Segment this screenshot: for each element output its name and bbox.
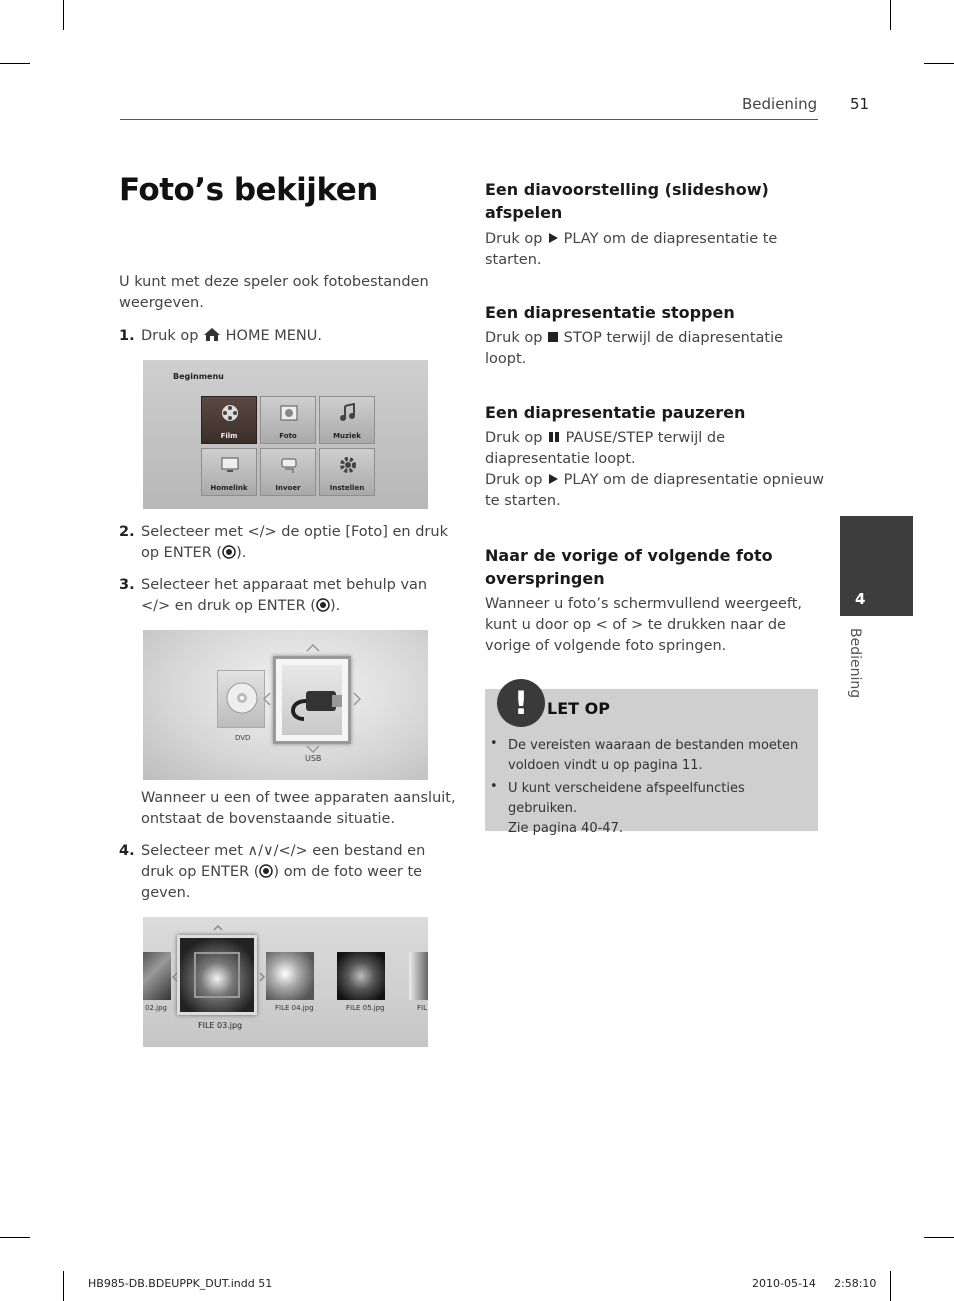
- step-text-part: HOME MENU.: [221, 328, 322, 344]
- photo-filename-selected: FILE 03.jpg: [198, 1021, 243, 1030]
- bullet: •: [490, 779, 498, 794]
- step-3-note: [141, 788, 461, 830]
- step-3: [119, 575, 459, 619]
- monitor-icon: [220, 455, 240, 475]
- menu-tile-label: Instellen: [329, 484, 365, 492]
- body-part: PLAY om de diapresentatie te: [559, 231, 778, 247]
- body-line: vorige of volgende foto springen.: [485, 638, 727, 654]
- body-line: loopt.: [485, 351, 527, 367]
- arrow-up-icon: [213, 925, 223, 931]
- body-line: kunt u door op < of > te drukken naar de: [485, 617, 786, 633]
- photo-filename: 02.jpg: [145, 1004, 167, 1012]
- body-part: Druk op: [485, 430, 548, 446]
- heading-line: afspelen: [485, 203, 563, 222]
- body-part: PLAY om de diapresentatie opnieuw: [559, 472, 825, 488]
- menu-tile-label: Film: [220, 432, 238, 440]
- play-icon: [547, 473, 559, 485]
- note-title: LET OP: [547, 699, 610, 718]
- body-line: starten.: [485, 252, 542, 268]
- step-text: Selecteer met </> de optie [Foto] en druk: [141, 524, 448, 540]
- note-item: [508, 736, 813, 776]
- photo-detail: [194, 952, 240, 998]
- enter-button-icon: [259, 864, 273, 878]
- bullet: •: [490, 736, 498, 751]
- step-text: Selecteer met ∧/∨/</> een bestand en: [141, 843, 426, 859]
- note-line: voldoen vindt u op pagina 11.: [508, 758, 703, 773]
- arrow-left-icon: [172, 972, 178, 982]
- menu-tile-film[interactable]: [201, 396, 257, 444]
- step-text-part: op ENTER (: [141, 545, 223, 561]
- device-label-usb: USB: [305, 754, 322, 763]
- step-3-note-line: Wanneer u een of twee apparaten aansluit,: [141, 790, 456, 806]
- footer-time: 2:58:10: [834, 1277, 877, 1290]
- page-title: Foto’s bekijken: [119, 172, 378, 208]
- heading-line: Naar de vorige of volgende foto: [485, 546, 773, 565]
- crop-mark: [0, 1237, 30, 1238]
- pause-icon: [547, 431, 561, 443]
- step-number: 2.: [119, 524, 135, 540]
- photo-thumb[interactable]: [266, 952, 314, 1000]
- usb-icon: [284, 681, 344, 721]
- exclamation-icon: !: [497, 679, 545, 727]
- step-text-part: </> en druk op ENTER (: [141, 598, 316, 614]
- note-line: Zie pagina 40-47.: [508, 821, 623, 836]
- heading-skip: [485, 544, 815, 590]
- footer-date: 2010-05-14: [752, 1277, 816, 1290]
- body-line: [485, 328, 818, 349]
- step-number: 1.: [119, 328, 135, 344]
- chapter-tab: [840, 516, 913, 616]
- arrow-right-icon: [353, 692, 361, 706]
- step-text: [141, 326, 322, 347]
- body-line: [485, 428, 825, 449]
- footer-file: HB985-DB.BDEUPPK_DUT.indd 51: [88, 1277, 273, 1290]
- input-icon: [279, 455, 299, 475]
- menu-tile-label: Foto: [279, 432, 297, 440]
- stop-text: [485, 328, 818, 370]
- device-label-dvd: DVD: [235, 734, 251, 742]
- header-rule: [120, 119, 818, 120]
- crop-mark: [63, 0, 64, 30]
- page-number: 51: [850, 95, 870, 113]
- running-header-section: Bediening: [742, 95, 818, 113]
- photo-filename: FIL: [417, 1004, 427, 1012]
- play-icon: [547, 232, 559, 244]
- menu-tile-label: Invoer: [275, 484, 301, 492]
- heading-line: Een diavoorstelling (slideshow): [485, 180, 769, 199]
- stop-icon: [547, 331, 559, 343]
- slideshow-text: [485, 229, 818, 271]
- gear-icon: [338, 455, 358, 475]
- note-line: U kunt verscheidene afspeelfuncties gebruiken.: [508, 781, 745, 816]
- step-text-part: ).: [329, 598, 341, 614]
- step-4: [119, 841, 459, 905]
- enter-button-icon: [222, 545, 236, 559]
- step-text: Selecteer het apparaat met behulp van: [141, 577, 428, 593]
- body-line: diapresentatie loopt.: [485, 451, 636, 467]
- step-text: geven.: [141, 885, 191, 901]
- menu-tile-muziek[interactable]: [319, 396, 375, 444]
- body-part: STOP terwijl de diapresentatie: [559, 330, 784, 346]
- menu-tile-invoer[interactable]: [260, 448, 316, 496]
- photo-filename: FILE 05.jpg: [346, 1004, 385, 1012]
- film-reel-icon: [220, 403, 240, 423]
- step-text: [141, 862, 422, 883]
- intro-text: U kunt met deze speler ook fotobestanden weergeven.: [119, 274, 429, 311]
- step-number: 4.: [119, 843, 135, 859]
- step-text-part: druk op ENTER (: [141, 864, 260, 880]
- home-icon: [203, 327, 221, 342]
- music-note-icon: [338, 403, 358, 423]
- body-line: te starten.: [485, 493, 561, 509]
- note-line: De vereisten waaraan de bestanden moeten: [508, 738, 799, 753]
- photo-thumb[interactable]: [143, 952, 171, 1000]
- body-line: [485, 470, 825, 491]
- home-menu-screenshot: [143, 360, 428, 509]
- body-part: Druk op: [485, 231, 548, 247]
- photo-thumb[interactable]: [409, 952, 428, 1000]
- arrow-right-icon: [259, 972, 265, 982]
- menu-tile-foto[interactable]: [260, 396, 316, 444]
- crop-mark: [890, 1271, 891, 1301]
- device-select-screenshot: [143, 630, 428, 780]
- crop-mark: [924, 63, 954, 64]
- menu-tile-instellen[interactable]: [319, 448, 375, 496]
- step-number: 3.: [119, 577, 135, 593]
- photo-thumb[interactable]: [337, 952, 385, 1000]
- menu-tile-label: Homelink: [210, 484, 248, 492]
- step-text: [141, 543, 246, 564]
- enter-button-icon: [316, 598, 330, 612]
- step-text-part: Druk op: [141, 328, 204, 344]
- step-text-part: ).: [236, 545, 247, 561]
- crop-mark: [890, 0, 891, 30]
- menu-tile-homelink[interactable]: [201, 448, 257, 496]
- crop-mark: [63, 1271, 64, 1301]
- home-menu-title: Beginmenu: [173, 372, 224, 381]
- arrow-up-icon: [306, 644, 320, 652]
- pause-text: [485, 428, 825, 512]
- usb-tile[interactable]: [273, 656, 351, 744]
- disc-icon: [225, 681, 259, 715]
- heading-line: overspringen: [485, 569, 605, 588]
- skip-text: [485, 594, 818, 657]
- photo-list-screenshot: [143, 917, 428, 1047]
- step-text-part: ) om de foto weer te: [273, 864, 423, 880]
- body-part: Druk op: [485, 330, 548, 346]
- step-2: [119, 522, 459, 566]
- heading-stop: Een diapresentatie stoppen: [485, 303, 735, 322]
- crop-mark: [0, 63, 30, 64]
- menu-tile-label: Muziek: [333, 432, 361, 440]
- photo-icon: [279, 403, 299, 423]
- dvd-tile[interactable]: [217, 670, 265, 728]
- step-3-note-line: ontstaat de bovenstaande situatie.: [141, 811, 396, 827]
- note-item: [508, 779, 813, 839]
- step-text: [141, 596, 340, 617]
- body-part: PAUSE/STEP terwijl de: [561, 430, 726, 446]
- crop-mark: [924, 1237, 954, 1238]
- chapter-number: 4: [855, 590, 866, 608]
- body-part: Druk op: [485, 472, 548, 488]
- arrow-left-icon: [263, 692, 271, 706]
- body-line: Wanneer u foto’s schermvullend weergeeft,: [485, 596, 803, 612]
- arrow-down-icon: [306, 745, 320, 753]
- photo-thumb-selected[interactable]: [177, 935, 257, 1015]
- heading-pause: Een diapresentatie pauzeren: [485, 403, 746, 422]
- photo-filename: FILE 04.jpg: [275, 1004, 314, 1012]
- body-line: [485, 229, 818, 250]
- heading-slideshow: [485, 178, 815, 224]
- chapter-label: Bediening: [847, 628, 863, 699]
